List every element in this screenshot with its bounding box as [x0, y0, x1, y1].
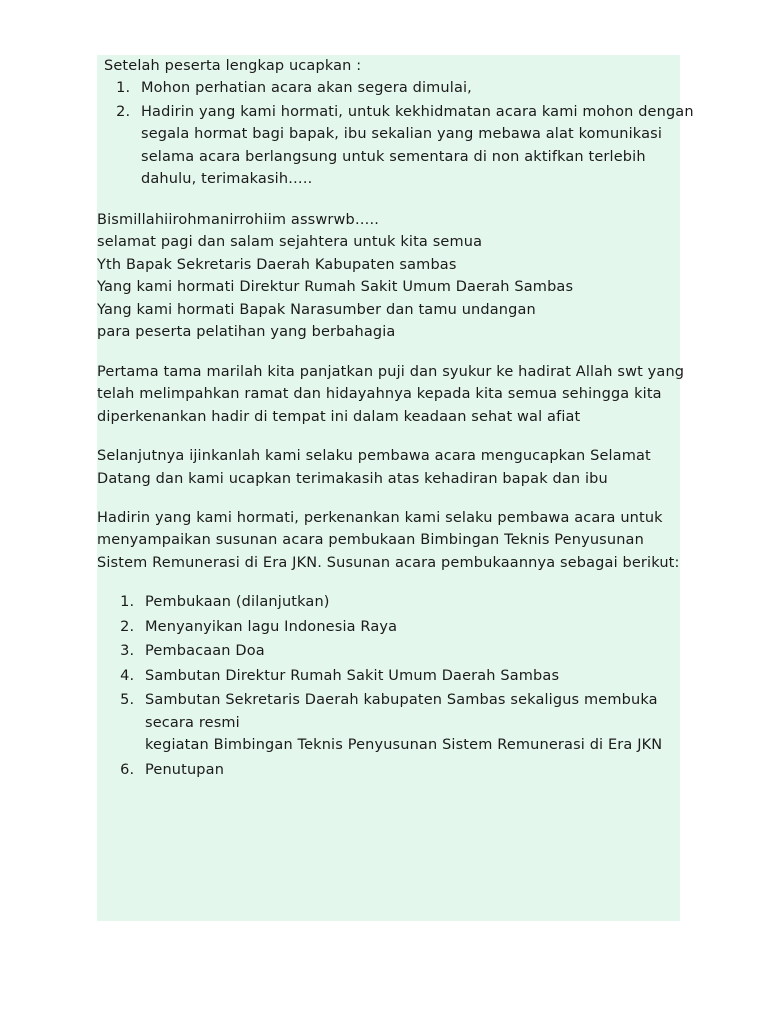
list-item-text: 5. Sambutan Sekretaris Daerah kabupaten Sambas sekaligus membuka secara resmi — [145, 692, 658, 731]
spacer — [97, 428, 697, 445]
document-body — [97, 55, 697, 783]
spacer — [97, 490, 697, 507]
list-item: 6. Penutupan — [139, 759, 697, 781]
greeting-line: Bismillahiirohmanirrohiim asswrwb….. — [97, 211, 380, 228]
list-item: 2. Hadirin yang kami hormati, untuk kekhidmatan acara kami mohon dengan segala hormat bagi bapak, ibu sekalian yang mebawa alat komunikasi selama acara berlangsung untuk sementara di non aktifkan terlebih dahulu, terimakasih….. — [135, 101, 697, 191]
intro-instruction-list — [97, 77, 697, 190]
list-item: 2. Menyanyikan lagu Indonesia Raya — [139, 616, 697, 638]
greeting-line: para peserta pelatihan yang berbahagia — [97, 324, 396, 341]
list-item — [139, 689, 697, 756]
paragraph-agenda-intro: Hadirin yang kami hormati, perkenankan kami selaku pembawa acara untuk menyampaikan susunan acara pembukaan Bimbingan Teknis Penyusunan Sistem Remunerasi di Era JKN. Susunan acara pembukaannya sebagai berikut: — [97, 509, 680, 571]
spacer — [97, 574, 697, 591]
greeting-line: selamat pagi dan salam sejahtera untuk kita semua — [97, 234, 483, 251]
spacer — [97, 192, 697, 209]
spacer — [97, 344, 697, 361]
list-item: 4. Sambutan Direktur Rumah Sakit Umum Daerah Sambas — [139, 665, 697, 687]
greeting-line: Yang kami hormati Direktur Rumah Sakit Umum Daerah Sambas — [97, 279, 574, 296]
paragraph-welcome: Selanjutnya ijinkanlah kami selaku pembawa acara mengucapkan Selamat Datang dan kami ucapkan terimakasih atas kehadiran bapak dan ibu — [97, 448, 651, 487]
list-item-continuation: kegiatan Bimbingan Teknis Penyusunan Sistem Remunerasi di Era JKN — [145, 737, 663, 754]
list-item: 3. Pembacaan Doa — [139, 640, 697, 662]
greeting-line: Yang kami hormati Bapak Narasumber dan tamu undangan — [97, 301, 536, 318]
agenda-list — [97, 591, 697, 781]
list-item: 1. Pembukaan (dilanjutkan) — [139, 591, 697, 613]
intro-heading: Setelah peserta lengkap ucapkan : — [104, 58, 362, 74]
paragraph-gratitude: Pertama tama marilah kita panjatkan puji dan syukur ke hadirat Allah swt yang telah melimpahkan ramat dan hidayahnya kepada kita semua sehingga kita diperkenankan hadir di tempat ini dalam keadaan sehat wal afiat — [97, 363, 685, 425]
list-item: 1. Mohon perhatian acara akan segera dimulai, — [135, 77, 697, 99]
greeting-block — [97, 209, 697, 344]
greeting-line: Yth Bapak Sekretaris Daerah Kabupaten sambas — [97, 256, 457, 273]
